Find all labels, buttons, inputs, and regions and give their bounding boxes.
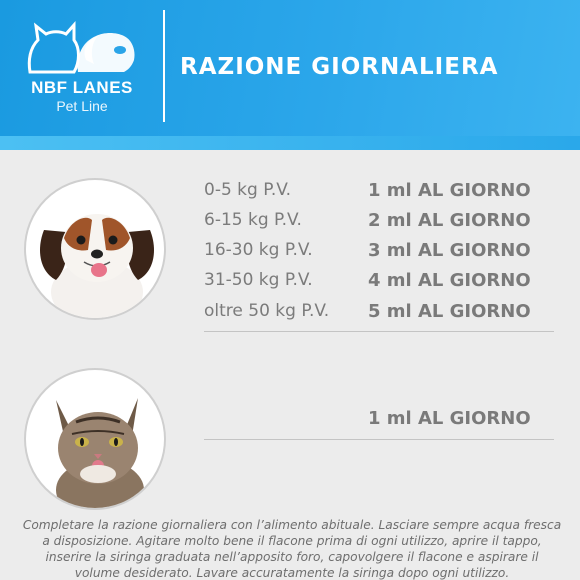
cat-section-divider xyxy=(204,439,554,440)
dose-label: 3 ml AL GIORNO xyxy=(368,240,531,261)
usage-instructions: Completare la razione giornaliera con l’alimento abituale. Lasciare sempre acqua fresca a disposizione. Agitare molto bene il flacone prima di ogni utilizzo, aprire il tappo, inserire la siringa graduata nell’apposito foro, capovolgere il flacone e aspirare il volume desiderato. Lavare accuratamente la siringa dopo ogni utilizzo. xyxy=(22,518,562,580)
weight-label: 16-30 kg P.V. xyxy=(204,240,313,260)
brand-logo xyxy=(22,20,152,116)
weight-label: oltre 50 kg P.V. xyxy=(204,301,330,321)
dose-label: 5 ml AL GIORNO xyxy=(368,301,531,322)
header-stripe xyxy=(0,136,580,150)
dog-cat-silhouette-icon xyxy=(24,20,142,78)
header-divider xyxy=(163,10,165,122)
cat-photo xyxy=(24,368,166,510)
dog-section-divider xyxy=(204,331,554,332)
page-title: RAZIONE GIORNALIERA xyxy=(180,54,499,80)
dog-photo xyxy=(24,178,166,320)
cat-photo-icon xyxy=(26,370,166,510)
cat-dose-label: 1 ml AL GIORNO xyxy=(368,408,531,429)
header-banner xyxy=(0,0,580,136)
weight-label: 6-15 kg P.V. xyxy=(204,210,302,230)
brand-name: NBF LANES xyxy=(31,78,133,97)
dog-photo-icon xyxy=(26,180,166,320)
weight-label: 0-5 kg P.V. xyxy=(204,180,292,200)
weight-label: 31-50 kg P.V. xyxy=(204,270,313,290)
brand-subtitle: Pet Line xyxy=(56,98,108,114)
dose-label: 1 ml AL GIORNO xyxy=(368,180,531,201)
dose-label: 2 ml AL GIORNO xyxy=(368,210,531,231)
dose-label: 4 ml AL GIORNO xyxy=(368,270,531,291)
